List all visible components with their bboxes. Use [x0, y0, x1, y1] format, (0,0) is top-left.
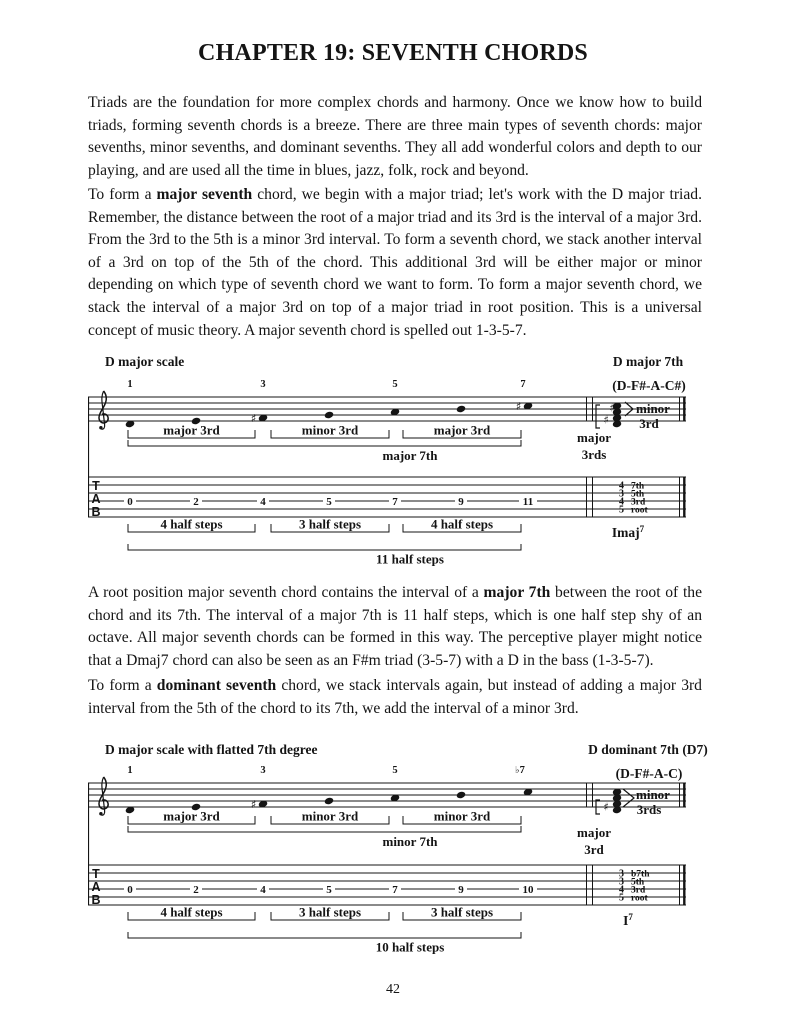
chord-stack — [577, 401, 670, 462]
half-step-label: 4 half steps — [160, 516, 223, 532]
total-half-step-bracket — [128, 544, 521, 550]
tab-letter: A — [91, 492, 101, 506]
minor-third-angle-icon — [623, 789, 634, 807]
tab-chord-degree: 7th — [631, 481, 645, 492]
interval-label: minor 3rd — [301, 808, 359, 824]
text-run: chord, we stack intervals again, but instead of adding a major 3rd interval from the 5th of the chord to its 7th, we add the interval of a minor 3rd. — [88, 677, 702, 717]
note-head — [324, 411, 334, 420]
sharp-accidental-icon: ♯ — [515, 399, 522, 413]
tab-chord-degree: root — [631, 505, 648, 516]
figure-caption-left: D major scale — [105, 354, 185, 369]
tab-chord-fret: 4 — [619, 884, 624, 896]
fret-number: 2 — [193, 495, 199, 508]
fret-number: 4 — [260, 495, 266, 508]
tab-chord-degree: root — [631, 893, 648, 904]
tab-staff — [88, 477, 686, 519]
major-seventh-figure-svg — [88, 352, 708, 567]
tab-chord-fret: 3 — [619, 868, 624, 880]
figure-caption-right: D dominant 7th (D7) — [588, 742, 708, 757]
figure-caption-left: D major scale with flatted 7th degree — [105, 742, 318, 757]
interval-label: major 3rd — [163, 422, 220, 438]
text-run: chord, we begin with a major triad; let's work with the D major triad. Remember, the distance between the root of a major triad and its 3rd is the interval of a major 3rd. From the 3rd to the 5th is a minor 3rd interval. To form a seventh chord, we stack another interval of a 3rd on top of the 5th of the chord. This additional 3rd will be either major or minor depending on which type of seventh chord we want to form. To form a major seventh chord, we stack the interval of a major 3rd on top of a major triad in root position. This is a universal concept of music theory. A major seventh chord is spelled out 1-3-5-7. — [88, 186, 702, 339]
interval-label: major 3rd — [163, 808, 220, 824]
clef-dot — [99, 812, 102, 815]
tab-chord-degree: 3rd — [631, 885, 646, 896]
text-run: To form a — [88, 186, 157, 203]
fret-number: 11 — [522, 495, 534, 508]
fret-number: 5 — [326, 495, 332, 508]
sharp-accidental-icon: ♯ — [250, 797, 257, 811]
paragraph-dominant-seventh — [88, 675, 702, 720]
tab-chord-fret: 4 — [619, 480, 624, 492]
sharp-accidental-icon: ♯ — [603, 413, 609, 427]
text-run: To form a — [88, 677, 157, 694]
half-step-label: 3 half steps — [298, 516, 362, 532]
tab-chord-fret: 4 — [619, 496, 624, 508]
total-half-step-label: 11 half steps — [376, 551, 444, 567]
span-bracket — [128, 826, 521, 832]
bold-text-run: dominant seventh — [156, 677, 277, 694]
scale-degree-label: 1 — [127, 765, 133, 776]
fret-number: 7 — [392, 495, 398, 508]
paragraph-intro — [88, 92, 702, 182]
chord-angle-label: 3rds — [636, 802, 662, 817]
chord-bracket-label: major — [577, 430, 611, 445]
tab-letter: B — [91, 893, 101, 907]
tab-chord-fret: 3 — [619, 488, 624, 500]
chord-bracket-label: 3rd — [584, 842, 604, 857]
roman-numeral-label: Imaj$^7$ — [611, 524, 645, 540]
sharp-accidental-icon: ♯ — [603, 800, 609, 814]
fret-number: 9 — [458, 883, 464, 896]
chord-stack — [577, 787, 670, 857]
roman-numeral-label: $I^7$ — [623, 912, 633, 928]
page-number: 42 — [386, 982, 400, 997]
scale-degree-label: 3 — [260, 765, 266, 776]
span-label: minor 7th — [382, 834, 438, 849]
tab-letter: T — [92, 479, 100, 493]
bold-text-run: major 7th — [483, 584, 551, 601]
paragraph-major-seventh — [88, 184, 702, 342]
chord-angle-label: minor — [636, 787, 670, 802]
figure-caption-spelling: (D-F#-A-C) — [615, 766, 683, 781]
chord-bracket-label: major — [577, 825, 611, 840]
figure-dominant-seventh — [88, 740, 708, 955]
chord-angle-label: minor — [636, 401, 670, 416]
fret-number: 9 — [458, 495, 464, 508]
bold-text-run: major seventh — [156, 186, 253, 203]
sharp-accidental-icon: ♯ — [609, 401, 615, 415]
figure-caption-spelling: (D-F#-A-C#) — [612, 378, 686, 393]
half-step-label: 3 half steps — [430, 904, 494, 920]
interval-label: minor 3rd — [301, 422, 359, 438]
text-run: between the root of the chord and its 7th. The interval of a major 7th is 11 half steps, which is one half step shy of an octave. All major seventh chords can be formed in this way. The perceptive player might notice that a Dmaj7 chord can also be seen as an F#m triad (3-5-7) with a D in the bass (1-3-5-7). — [88, 584, 702, 669]
clef-dot — [99, 426, 102, 429]
half-step-label: 3 half steps — [298, 904, 362, 920]
scale-degree-label: 5 — [392, 379, 398, 390]
scale-degree-label: ♭7 — [515, 765, 525, 776]
figure-caption-right: D major 7th — [612, 354, 684, 369]
half-step-label: 4 half steps — [430, 516, 494, 532]
note-head — [456, 405, 466, 414]
fret-number: 4 — [260, 883, 266, 896]
dominant-seventh-figure-svg — [88, 740, 708, 955]
tab-chord-fret: 3 — [619, 876, 624, 888]
tab-chord — [619, 480, 649, 515]
fret-number: 10 — [522, 883, 534, 896]
tab-letter: B — [91, 505, 101, 519]
page-title: CHAPTER 19: SEVENTH CHORDS — [198, 40, 588, 66]
text-run: A root position major seventh chord contains the interval of a — [88, 584, 484, 601]
tab-chord — [619, 868, 650, 903]
fret-number: 5 — [326, 883, 332, 896]
tab-chord-degree: 5th — [631, 489, 645, 500]
scale-degree-label: 7 — [520, 379, 526, 390]
tab-chord-fret: 5 — [619, 892, 624, 904]
tab-letter: A — [91, 880, 101, 894]
half-step-label: 4 half steps — [160, 904, 223, 920]
figure-major-seventh — [88, 352, 708, 567]
tab-chord-degree: b7th — [631, 869, 650, 880]
interval-label: minor 3rd — [433, 808, 491, 824]
tab-chord-degree: 5th — [631, 877, 645, 888]
fret-number: 0 — [127, 883, 133, 896]
sharp-accidental-icon: ♯ — [250, 411, 257, 425]
tab-staff — [88, 865, 686, 907]
fret-number: 2 — [193, 883, 199, 896]
tab-chord-degree: 3rd — [631, 497, 646, 508]
span-label: major 7th — [382, 448, 438, 463]
span-bracket — [128, 440, 521, 446]
fret-number: 7 — [392, 883, 398, 896]
chord-bracket-label: 3rds — [581, 447, 607, 462]
scale-degree-label: 3 — [260, 379, 266, 390]
tab-letter: T — [92, 867, 100, 881]
tab-chord-fret: 5 — [619, 504, 624, 516]
paragraph-root-position — [88, 582, 702, 672]
total-half-step-label: 10 half steps — [375, 939, 445, 955]
text-run: Triads are the foundation for more complex chords and harmony. Once we know how to build triads, forming seventh chords is a breeze. There are three main types of seventh chords: major sevenths, minor sevenths, and dominant sevenths. They all add wonderful colors and depth to our playing, and are used all the time in blues, jazz, folk, rock and beyond. — [88, 94, 702, 179]
major-third-bracket — [596, 405, 600, 428]
fret-number: 0 — [127, 495, 133, 508]
total-half-step-bracket — [128, 932, 521, 938]
interval-label: major 3rd — [433, 422, 491, 438]
scale-degree-label: 1 — [127, 379, 133, 390]
note-head — [324, 797, 334, 806]
note-head — [456, 791, 466, 800]
chord-angle-label: 3rd — [639, 416, 659, 431]
scale-degree-label: 5 — [392, 765, 398, 776]
